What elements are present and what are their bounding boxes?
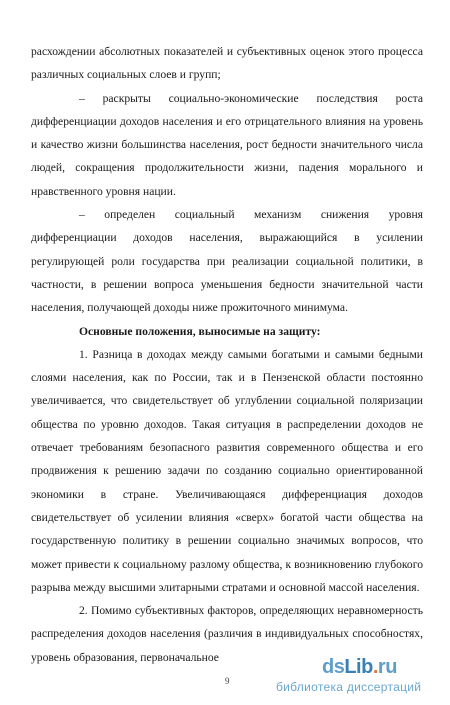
paragraph-5: 2. Помимо субъективных факторов, определяющих неравномерность распределения доходов населения (различия в индивидуальных способностях, уровень образования, первоначальное	[31, 604, 423, 664]
logo-part-dot: .	[372, 656, 378, 678]
document-body	[31, 40, 423, 669]
paragraph-4: 1. Разница в доходах между самыми богатыми и самыми бедными слоями населения, как по России, так и в Пензенской области постоянно увеличивается, что свидетельствует об углублении социальной поляризации общества по уровню доходов. Такая ситуация в распределении доходов не отвечает требованиям безопасного развития современного общества и его продвижения к решению задачи по созданию социально ориентированной экономики в стране. Увеличивающаяся дифференциация доходов свидетельствует об усилении влияния «сверх» богатой части общества на государственную политику в решении социально значимых вопросов, что может привести к социальному разлому общества, к возникновению глубокого разрыва между высшими элитарными стратами и основной массой населения.	[31, 347, 423, 594]
logo-part-ru: ru	[377, 656, 397, 678]
logo-part-lib: Lib	[344, 656, 373, 678]
paragraph-3: – определен социальный механизм снижения уровня дифференциации доходов населения, выражающийся в усилении регулирующей роли государства при реализации социальной политики, в частности, в решении вопроса уменьшения бедности значительной части населения, получающей доходы ниже прожиточного минимума.	[31, 208, 423, 315]
paragraph-1: расхождении абсолютных показателей и субъективных оценок этого процесса различных социальных слоев и групп;	[31, 45, 423, 82]
watermark-tagline: библиотека диссертаций	[276, 680, 422, 694]
paragraph-2: – раскрыты социально-экономические последствия роста дифференциации доходов населения и его отрицательного влияния на уровень и качество жизни большинства населения, рост бедности значительного числа людей, сокращения продолжительности жизни, падения морального и нравственного уровня нации.	[31, 91, 423, 198]
dslib-watermark	[268, 656, 450, 702]
logo-part-ds: ds	[322, 656, 345, 678]
section-heading: Основные положения, выносимые на защиту:	[79, 324, 321, 338]
page-number: 9	[225, 676, 230, 686]
dslib-logo	[322, 656, 397, 678]
